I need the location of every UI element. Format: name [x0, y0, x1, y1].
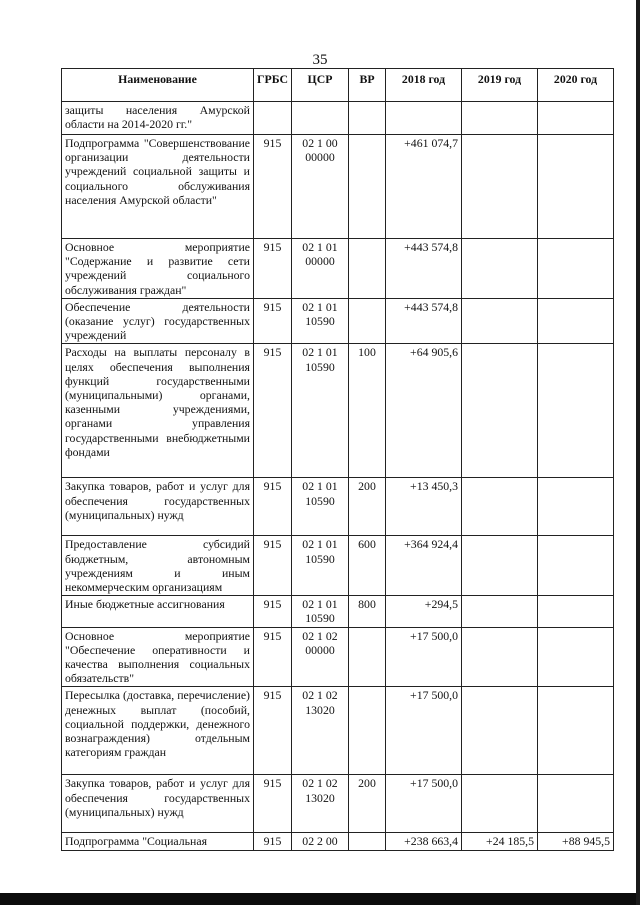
cell-2019: [462, 627, 538, 687]
page-number: 35: [312, 52, 328, 68]
cell-2019: [462, 775, 538, 833]
cell-2018: +443 574,8: [386, 298, 462, 344]
cell-csr: 02 1 01 10590: [292, 536, 349, 596]
cell-name: Закупка товаров, работ и услуг для обеспечения государственных (муниципальных) нужд: [62, 478, 254, 536]
table-row: [62, 135, 614, 239]
table-row: [62, 298, 614, 344]
cell-2020: [538, 627, 614, 687]
cell-2018: +461 074,7: [386, 135, 462, 239]
header-row: [62, 69, 614, 102]
cell-csr: 02 1 00 00000: [292, 135, 349, 239]
header-2020: 2020 год: [538, 69, 614, 102]
table-row: [62, 775, 614, 833]
cell-grbs: 915: [254, 627, 292, 687]
cell-2019: [462, 596, 538, 627]
cell-2020: [538, 596, 614, 627]
cell-2019: [462, 536, 538, 596]
table-row: [62, 687, 614, 775]
header-2018: 2018 год: [386, 69, 462, 102]
cell-2020: [538, 102, 614, 135]
cell-vr: 800: [349, 596, 386, 627]
header-name: Наименование: [62, 69, 254, 102]
cell-2020: [538, 775, 614, 833]
cell-vr: [349, 298, 386, 344]
header-2019: 2019 год: [462, 69, 538, 102]
cell-vr: [349, 627, 386, 687]
cell-2018: +13 450,3: [386, 478, 462, 536]
cell-2018: +17 500,0: [386, 775, 462, 833]
cell-name: Подпрограмма "Совершенствование организации деятельности учреждений социальной защиты и социального обслуживания населения Амурской области": [62, 135, 254, 239]
table-row: [62, 344, 614, 478]
cell-name: защиты населения Амурской области на 2014-2020 гг.": [62, 102, 254, 135]
cell-2020: [538, 239, 614, 299]
cell-2018: +238 663,4: [386, 833, 462, 850]
cell-2019: [462, 239, 538, 299]
header-csr: ЦСР: [292, 69, 349, 102]
table-body: [62, 102, 614, 851]
cell-name: Обеспечение деятельности (оказание услуг) государственных учреждений: [62, 298, 254, 344]
header-vr: ВР: [349, 69, 386, 102]
cell-vr: [349, 833, 386, 850]
scan-edge-right: [636, 0, 640, 905]
cell-vr: [349, 102, 386, 135]
cell-2018: +17 500,0: [386, 687, 462, 775]
cell-name: Расходы на выплаты персоналу в целях обеспечения выполнения функций государственными (муниципальными) органами, казенными учреждениями, органами управления государственными внебюджетными фондами: [62, 344, 254, 478]
cell-name: Пересылка (доставка, перечисление) денежных выплат (пособий, социальной поддержки, денежного вознаграждения) отдельным категориям граждан: [62, 687, 254, 775]
cell-2019: [462, 135, 538, 239]
cell-2019: [462, 102, 538, 135]
cell-csr: 02 1 02 13020: [292, 775, 349, 833]
cell-grbs: 915: [254, 478, 292, 536]
cell-vr: 200: [349, 775, 386, 833]
cell-vr: [349, 239, 386, 299]
table-row: [62, 596, 614, 627]
cell-2018: +17 500,0: [386, 627, 462, 687]
cell-name: Закупка товаров, работ и услуг для обеспечения государственных (муниципальных) нужд: [62, 775, 254, 833]
cell-csr: 02 1 02 00000: [292, 627, 349, 687]
budget-table: [61, 68, 614, 851]
cell-grbs: [254, 102, 292, 135]
cell-grbs: 915: [254, 135, 292, 239]
cell-2020: [538, 478, 614, 536]
header-grbs: ГРБС: [254, 69, 292, 102]
cell-2020: [538, 135, 614, 239]
cell-grbs: 915: [254, 536, 292, 596]
cell-name: Предоставление субсидий бюджетным, автономным учреждениям и иным некоммерческим организациям: [62, 536, 254, 596]
table-row: [62, 239, 614, 299]
cell-grbs: 915: [254, 596, 292, 627]
cell-vr: [349, 687, 386, 775]
cell-grbs: 915: [254, 298, 292, 344]
cell-2018: +294,5: [386, 596, 462, 627]
cell-csr: [292, 102, 349, 135]
cell-grbs: 915: [254, 833, 292, 850]
table-row: [62, 833, 614, 850]
table-row: [62, 478, 614, 536]
cell-2019: [462, 687, 538, 775]
cell-csr: 02 1 01 10590: [292, 478, 349, 536]
cell-2018: +364 924,4: [386, 536, 462, 596]
cell-csr: 02 2 00: [292, 833, 349, 850]
cell-name: Основное мероприятие "Содержание и развитие сети учреждений социального обслуживания граждан": [62, 239, 254, 299]
cell-2018: +443 574,8: [386, 239, 462, 299]
cell-2018: [386, 102, 462, 135]
cell-vr: 200: [349, 478, 386, 536]
cell-2019: [462, 344, 538, 478]
cell-2020: +88 945,5: [538, 833, 614, 850]
cell-2019: +24 185,5: [462, 833, 538, 850]
cell-2019: [462, 478, 538, 536]
cell-grbs: 915: [254, 344, 292, 478]
cell-csr: 02 1 01 10590: [292, 596, 349, 627]
scan-edge-bottom: [0, 893, 640, 905]
cell-vr: [349, 135, 386, 239]
cell-2020: [538, 536, 614, 596]
cell-2018: +64 905,6: [386, 344, 462, 478]
table-row: [62, 627, 614, 687]
cell-2020: [538, 687, 614, 775]
cell-vr: 100: [349, 344, 386, 478]
cell-vr: 600: [349, 536, 386, 596]
cell-2020: [538, 298, 614, 344]
table-row: [62, 102, 614, 135]
cell-2019: [462, 298, 538, 344]
cell-name: Иные бюджетные ассигнования: [62, 596, 254, 627]
cell-csr: 02 1 01 00000: [292, 239, 349, 299]
table-row: [62, 536, 614, 596]
cell-name: Подпрограмма "Социальная: [62, 833, 254, 850]
cell-2020: [538, 344, 614, 478]
cell-csr: 02 1 01 10590: [292, 344, 349, 478]
cell-grbs: 915: [254, 687, 292, 775]
cell-grbs: 915: [254, 775, 292, 833]
cell-name: Основное мероприятие "Обеспечение оперативности и качества выполнения социальных обязательств": [62, 627, 254, 687]
cell-csr: 02 1 02 13020: [292, 687, 349, 775]
cell-csr: 02 1 01 10590: [292, 298, 349, 344]
cell-grbs: 915: [254, 239, 292, 299]
